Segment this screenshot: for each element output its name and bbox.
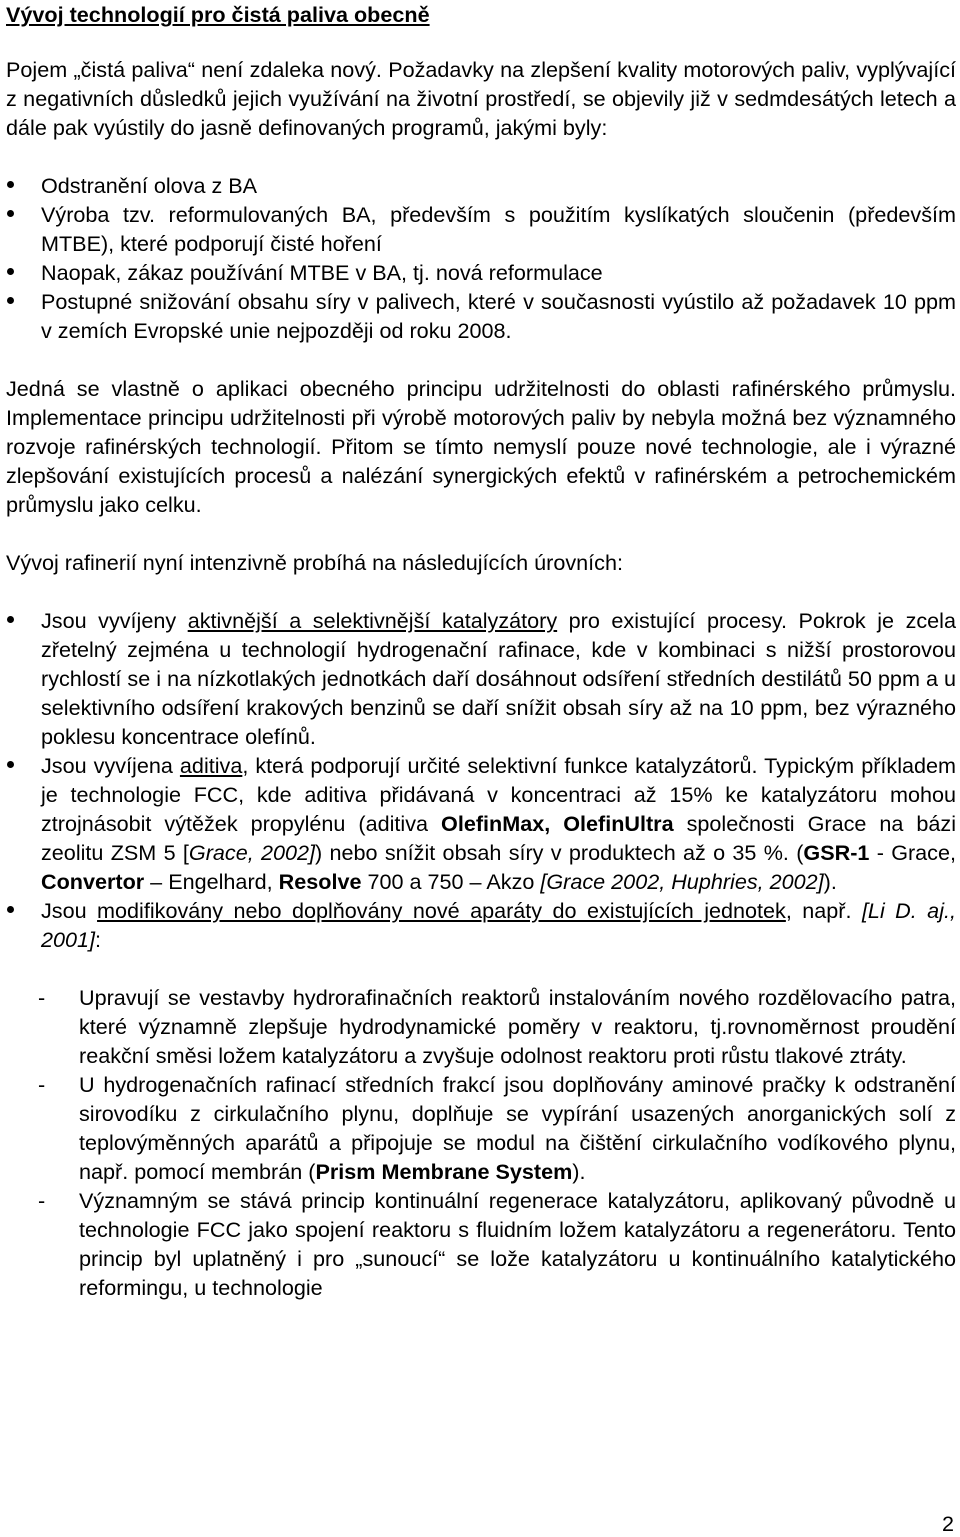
text: společnosti Grace na bázi zeolitu ZSM 5 [ (41, 811, 956, 865)
text: 700 a 750 – Akzo (361, 869, 541, 894)
bold-term: GSR-1 (803, 840, 870, 865)
list-item: Odstranění olova z BA (6, 171, 956, 200)
list-item-apparatus (6, 896, 956, 954)
list-item: - Významným se stává princip kontinuální regenerace katalyzátoru, aplikovaný původně u technologie FCC jako spojení reaktoru s fluidním ložem katalyzátoru a regenerátoru. Tento princip byl uplatněný i pro „sunoucí“ se lože katalyzátoru u kontinuálního katalytického reformingu, u technologie (6, 1186, 956, 1302)
list-item: Výroba tzv. reformulovaných BA, především s použitím kyslíkatých sloučenin (především MTBE), které podporují čisté hoření (6, 200, 956, 258)
citation: [Li D. aj., 2001] (41, 898, 956, 952)
levels-intro-paragraph: Vývoj rafinerií nyní intenzivně probíhá na následujících úrovních: (6, 550, 623, 575)
bullet-list-requirements (6, 171, 956, 345)
document-page (6, 0, 956, 1302)
text: – Engelhard, (144, 869, 279, 894)
text: U hydrogenačních rafinací středních frakcí jsou doplňovány aminové pračky k odstranění sirovodíku z cirkulačního plynu, doplňuje se vypírání usazených anorganických solí z teplovýměnných aparátů a připojuje se modul na čištění cirkulačního vodíkového plynu, např. pomocí membrán ( (79, 1072, 956, 1184)
list-item: Postupné snižování obsahu síry v palivech, které v současnosti vyústilo až požadavek 10 ppm v zemích Evropské unie nejpozději od roku 2008. (6, 287, 956, 345)
text: : (95, 927, 102, 952)
text: ). (572, 1159, 586, 1184)
page-number: 2 (941, 1511, 954, 1536)
citation: [Grace 2002, Huphries, 2002] (540, 869, 824, 894)
list-item-additives (6, 751, 956, 896)
page-title: Vývoj technologií pro čistá paliva obecně (6, 2, 430, 27)
text: ). (823, 869, 837, 894)
sustainability-paragraph: Jedná se vlastně o aplikaci obecného principu udržitelnosti do oblasti rafinérského průmyslu. Implementace principu udržitelnosti při výrobě motorových paliv by nebyla možná bez významného rozvoje rafinérských technologií. Přitom se tímto nemyslí pouze nové technologie, ale i výrazné zlepšování existujících procesů a nalézání synergických efektů v rafinérském a petrochemickém průmyslu jako celku. (6, 376, 956, 517)
bold-term: Prism Membrane System (315, 1159, 573, 1184)
list-item: - Upravují se vestavby hydrorafinačních reaktorů instalováním nového rozdělovacího patra, které významně zlepšuje hydrodynamické poměry v reaktoru, tj.rovnoměrnost proudění reakční směsi ložem katalyzátoru a zvyšuje odolnost reaktoru proti růstu tlakové ztráty. (6, 983, 956, 1070)
bold-term: Resolve (278, 869, 362, 894)
text: ) nebo snížit obsah síry v produktech až o 35 %. ( (315, 840, 804, 865)
bullet-list-levels (6, 606, 956, 954)
bold-term: OlefinMax, OlefinUltra (441, 811, 674, 836)
text: Jsou vyvíjeny (41, 608, 188, 633)
citation: Grace, 2002] (188, 840, 316, 865)
intro-paragraph: Pojem „čistá paliva“ není zdaleka nový. Požadavky na zlepšení kvality motorových paliv, vyplývající z negativních důsledků jejich využívání na životní prostředí, se objevily již v sedmdesátých letech a dále pak vyústily do jasně definovaných programů, jakými byly: (6, 57, 956, 140)
underlined-term: modifikovány nebo doplňovány nové aparáty do existujících jednotek (97, 898, 786, 923)
list-item: Naopak, zákaz používání MTBE v BA, tj. nová reformulace (6, 258, 956, 287)
list-item (6, 1070, 956, 1186)
text: pro existující procesy. Pokrok je zcela zřetelný zejména u technologií hydrogenační rafinace, kde v kombinaci s nižší prostorovou rychlostí se i na nízkotlakých jednotkách daří dosáhnout odsíření středních destilátů 50 ppm a u selektivního odsíření krakových benzinů se daří snížit obsah síry až na 10 ppm, bez výrazného poklesu koncentrace olefínů. (41, 608, 956, 749)
text: , která podporují určité selektivní funkce katalyzátorů. Typickým příkladem je technologie FCC, kde aditiva přidávaná v koncentraci až 15% ke katalyzátoru mohou ztrojnásobit výtěžek propylénu (aditiva (41, 753, 957, 836)
dash-list-modifications (6, 983, 956, 1302)
text: - Grace, (869, 840, 956, 865)
underlined-term: aditiva (179, 753, 243, 778)
text: , např. (785, 898, 862, 923)
text: Jsou vyvíjena (41, 753, 180, 778)
text: Jsou (41, 898, 98, 923)
underlined-term: aktivnější a selektivnější katalyzátory (187, 608, 558, 633)
bold-term: Convertor (41, 869, 145, 894)
list-item-catalysts (6, 606, 956, 751)
